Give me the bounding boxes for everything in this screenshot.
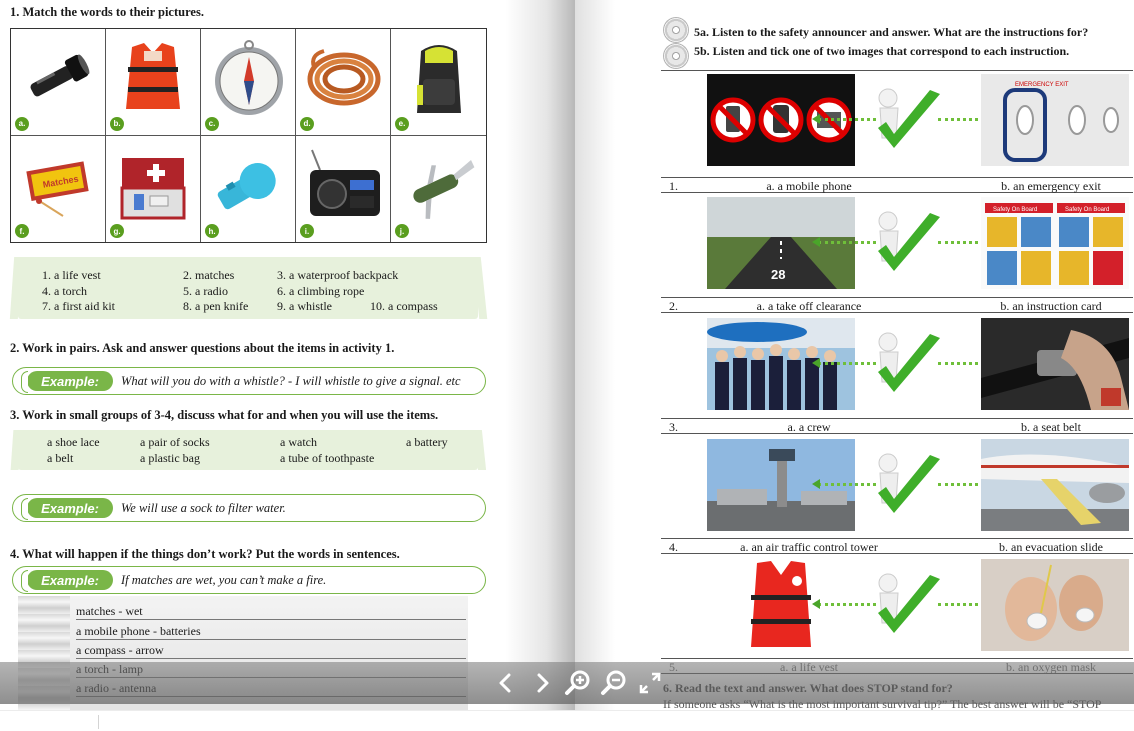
grid-cell: [106, 136, 201, 243]
compass-icon: [209, 37, 287, 119]
word-item: 4. a torch: [42, 284, 87, 298]
cell-letter: f.: [15, 224, 29, 238]
exercise-row: [663, 74, 1133, 169]
pen-knife-icon: [399, 144, 477, 226]
sentence-line: a mobile phone - batteries: [76, 621, 466, 640]
activity4-heading: 4. What will happen if the things don’t work? Put the words in sentences.: [10, 547, 400, 561]
emergency-exit-image: [981, 74, 1129, 166]
runway-number: 28: [771, 267, 786, 282]
activity3-heading: 3. Work in small groups of 3-4, discuss what for and when you will use the items.: [10, 408, 439, 422]
tick-figure-icon: [868, 567, 948, 647]
activity1-heading: 1. Match the words to their pictures.: [10, 5, 204, 19]
evacuation-slide-image: [981, 439, 1129, 531]
answer-row: [661, 297, 1133, 313]
example-label: Example:: [27, 498, 113, 518]
tick-figure-icon: [868, 205, 948, 285]
sentence-line: matches - wet: [76, 601, 466, 620]
left-page: [0, 0, 575, 710]
next-page-button[interactable]: [524, 666, 560, 700]
word-item: 8. a pen knife: [183, 299, 249, 313]
example-text: What will you do with a whistle? - I will whistle to give a signal. etc: [121, 374, 461, 388]
tick-figure-icon: [868, 82, 948, 162]
word-item: a pair of socks: [140, 435, 210, 449]
torch-icon: [19, 37, 97, 119]
word-item: 7. a first aid kit: [42, 299, 115, 313]
sentence-line: a compass - arrow: [76, 640, 466, 659]
word-item: 1. a life vest: [42, 268, 101, 282]
fullscreen-button[interactable]: [632, 666, 668, 700]
answer-row: [661, 418, 1133, 434]
exercise-row: [663, 197, 1133, 292]
radio-icon: [304, 144, 382, 226]
row-number: 2.: [669, 299, 678, 313]
grid-cell: [11, 136, 106, 243]
word-item: 5. a radio: [183, 284, 228, 298]
status-divider: [98, 715, 99, 729]
row-number: 3.: [669, 420, 678, 434]
no-phone-icon: [713, 100, 753, 140]
example-label: Example:: [27, 570, 113, 590]
example-label: Example:: [27, 371, 113, 391]
exercise-row: [663, 559, 1133, 654]
option-b: b. an instruction card: [1000, 299, 1102, 313]
fullscreen-icon: [636, 669, 664, 697]
picture-grid: [10, 28, 487, 243]
cell-letter: b.: [110, 117, 124, 131]
word-item: a belt: [47, 451, 74, 465]
activity5a-heading: 5a. Listen to the safety announcer and answer. What are the instructions for?: [694, 25, 1089, 39]
status-strip: [0, 710, 1134, 731]
word-item: a watch: [280, 435, 317, 449]
no-smartphone-icon: [761, 100, 801, 140]
cell-letter: h.: [205, 224, 219, 238]
cell-letter: c.: [205, 117, 219, 131]
tick-figure-icon: [868, 326, 948, 406]
chevron-left-icon: [492, 669, 520, 697]
word-item: a tube of toothpaste: [280, 451, 375, 465]
grid-cell: [296, 29, 391, 136]
word-item: a shoe lace: [47, 435, 100, 449]
zoom-out-icon: [600, 669, 628, 697]
exercise-row: [663, 439, 1133, 534]
zoom-in-icon: [564, 669, 592, 697]
word-item: 10. a compass: [370, 299, 438, 313]
whistle-icon: [209, 144, 287, 226]
first-aid-kit-icon: [114, 144, 192, 226]
divider: [661, 70, 1133, 71]
word-item: 2. matches: [183, 268, 235, 282]
example-text: We will use a sock to filter water.: [121, 501, 286, 515]
grid-cell: [201, 136, 296, 243]
activity4-example: [12, 566, 486, 594]
oxygen-mask-image: [981, 559, 1129, 651]
cell-letter: j.: [395, 224, 409, 238]
option-b: b. an emergency exit: [1001, 179, 1101, 193]
exit-sign-text: EMERGENCY EXIT: [1015, 82, 1069, 88]
climbing-rope-icon: [304, 37, 382, 119]
row-number: 1.: [669, 179, 678, 193]
cell-letter: d.: [300, 117, 314, 131]
seat-belt-image: [981, 318, 1129, 410]
grid-cell: [296, 136, 391, 243]
life-vest-icon: [114, 37, 192, 119]
audio-cd-icon: [663, 43, 689, 69]
option-b: b. a seat belt: [1021, 420, 1081, 434]
exercise-row: [663, 318, 1133, 413]
right-page: [575, 0, 1134, 710]
activity2-example: [12, 367, 486, 395]
zoom-out-button[interactable]: [596, 666, 632, 700]
viewer-toolbar: [488, 666, 668, 700]
option-b: b. an evacuation slide: [999, 540, 1103, 554]
grid-cell: [106, 29, 201, 136]
option-a: a. a mobile phone: [766, 179, 852, 193]
grid-cell: [11, 29, 106, 136]
grid-cell: [391, 136, 486, 243]
answer-row: [661, 177, 1133, 193]
word-item: 9. a whistle: [277, 299, 332, 313]
instruction-card-image: [981, 197, 1129, 289]
answer-row: [661, 538, 1133, 554]
grid-cell: [201, 29, 296, 136]
word-item: a battery: [406, 435, 448, 449]
card-header-text: Safety On Board: [1065, 207, 1110, 213]
option-a: a. an air traffic control tower: [740, 540, 878, 554]
activity5b-heading: 5b. Listen and tick one of two images that correspond to each instruction.: [694, 44, 1070, 58]
tick-figure-icon: [868, 447, 948, 527]
audio-cd-icon: [663, 17, 689, 43]
previous-page-button[interactable]: [488, 666, 524, 700]
backpack-icon: [399, 37, 477, 119]
row-number: 4.: [669, 540, 678, 554]
cell-letter: a.: [15, 117, 29, 131]
example-text: If matches are wet, you can’t make a fire.: [121, 573, 327, 587]
word-item: 3. a waterproof backpack: [277, 268, 399, 282]
matches-icon: [19, 144, 97, 226]
option-a: a. a take off clearance: [756, 299, 862, 313]
activity2-heading: 2. Work in pairs. Ask and answer questions about the items in activity 1.: [10, 341, 395, 355]
word-item: a plastic bag: [140, 451, 200, 465]
matches-box-label: Matches: [42, 173, 80, 190]
word-item: 6. a climbing rope: [277, 284, 365, 298]
option-a: a. a crew: [787, 420, 831, 434]
zoom-in-button[interactable]: [560, 666, 596, 700]
grid-cell: [391, 29, 486, 136]
activity3-example: [12, 494, 486, 522]
card-header-text: Safety On Board: [993, 207, 1038, 213]
cell-letter: e.: [395, 117, 409, 131]
cell-letter: i.: [300, 224, 314, 238]
cell-letter: g.: [110, 224, 124, 238]
chevron-right-icon: [528, 669, 556, 697]
